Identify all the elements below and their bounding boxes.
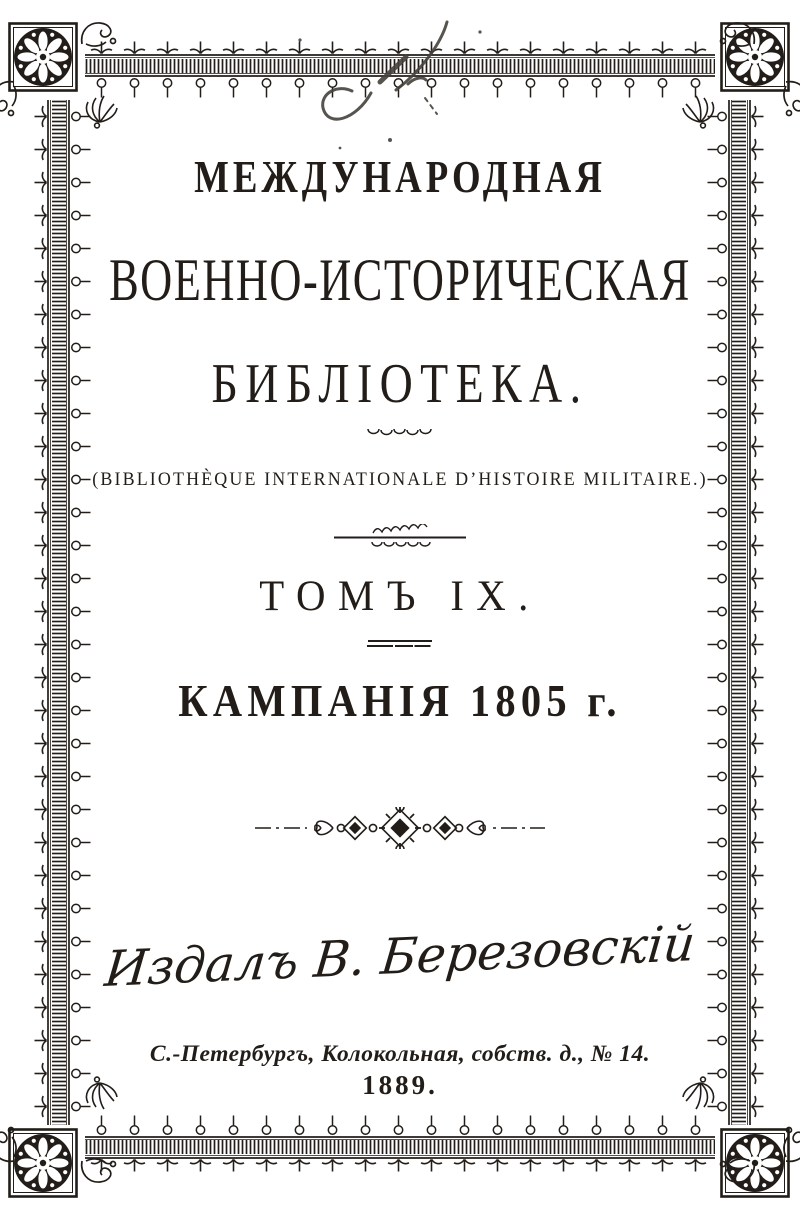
campaign-title: КАМПАНІЯ 1805 г. xyxy=(178,675,622,726)
imprint-year: 1889. xyxy=(362,1070,438,1100)
series-title-line2: ВОЕННО-ИСТОРИЧЕСКАЯ xyxy=(109,247,691,313)
rule-flourish-icon xyxy=(330,524,470,554)
publisher-signature: Издалъ В. Березовскій xyxy=(102,914,698,999)
corner-rosette-bottom-left-icon xyxy=(10,1130,77,1197)
volume-number: ТОМЪ IX. xyxy=(259,573,541,620)
series-title-line3: БИБЛІОТЕКА. xyxy=(211,353,589,415)
pencil-scribble xyxy=(280,10,500,160)
wave-flourish-icon xyxy=(365,424,437,438)
acanthus-scroll-icon xyxy=(0,82,16,116)
diamond-scroll-divider-icon xyxy=(255,806,545,850)
french-subtitle: (BIBLIOTHÈQUE INTERNATIONALE D’HISTOIRE MILITAIRE.) xyxy=(92,470,708,490)
acanthus-scroll-icon xyxy=(784,82,800,116)
corner-rosette-top-right-icon xyxy=(722,24,789,91)
double-rule-icon xyxy=(365,638,435,650)
corner-rosette-top-left-icon xyxy=(10,24,77,91)
series-title-line1: МЕЖДУНАРОДНАЯ xyxy=(194,151,606,202)
border-band-bottom xyxy=(85,1114,715,1174)
acanthus-scroll-icon xyxy=(784,1128,800,1162)
imprint-address: С.-Петербургъ, Колокольная, собств. д., № 14. xyxy=(149,1041,651,1067)
